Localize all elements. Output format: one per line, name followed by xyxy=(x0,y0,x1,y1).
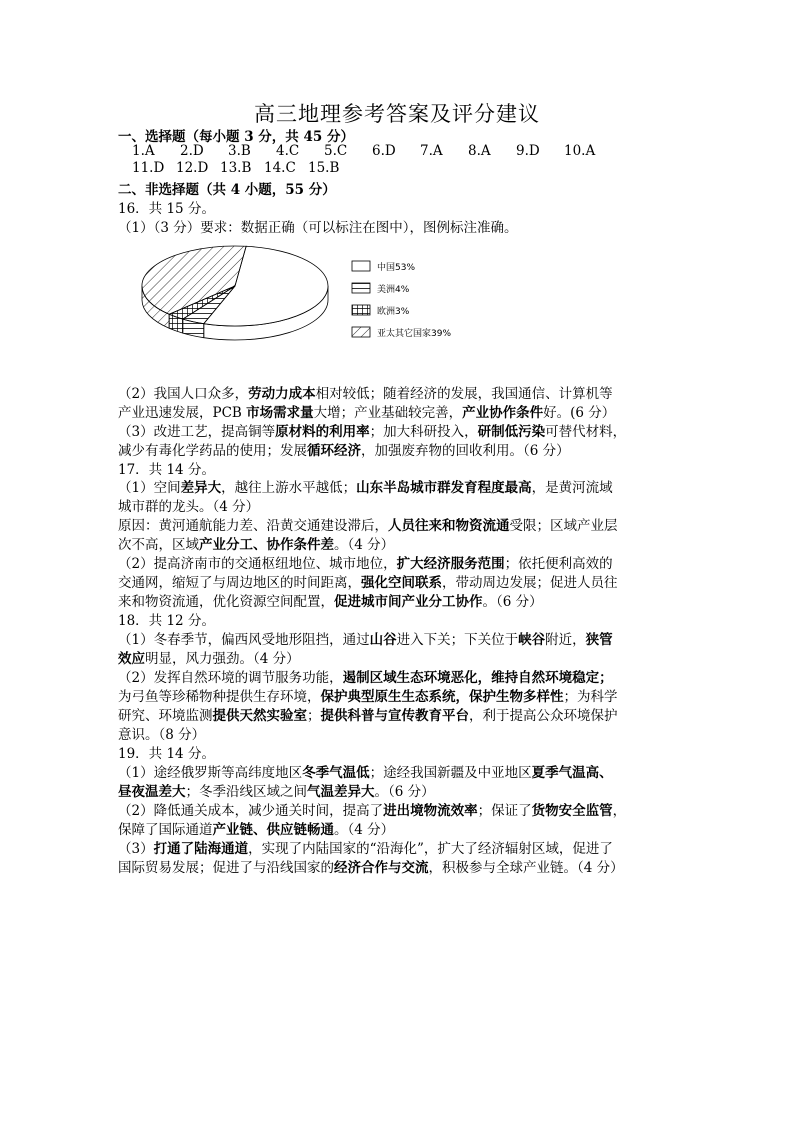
answer-item: 12.D xyxy=(176,160,209,176)
q19-head: 19．共 14 分。 xyxy=(118,746,215,762)
q19-p2-line2 xyxy=(118,818,676,838)
text-segment: 保障了国际通道 xyxy=(118,822,213,838)
text-segment: ； xyxy=(307,708,321,724)
key-point: 遏制区域生态环境恶化，维持自然环境稳定； xyxy=(342,670,613,686)
text-segment: 可替代材料， xyxy=(545,424,627,440)
key-point: 市场需求量 xyxy=(246,405,314,421)
text-segment: 相对较低；随着经济的发展，我国通信、计算机等 xyxy=(315,386,613,402)
q18-p2-line2 xyxy=(118,685,676,705)
key-point: 产业链、供应链畅通 xyxy=(212,822,334,838)
key-point: 峡谷 xyxy=(518,632,546,648)
answer-item: 6.D xyxy=(372,143,396,159)
legend-swatch-1 xyxy=(352,283,370,293)
q19-p3-line1 xyxy=(118,837,676,857)
text-segment: （2）提高济南市的交通枢纽地位、城市地位， xyxy=(118,556,397,572)
key-point: 进出境物流效率 xyxy=(383,803,478,819)
text-segment: 好。(6 分） xyxy=(543,405,616,421)
answer-item: 15.B xyxy=(308,160,340,176)
text-segment: ；依托便利高效的 xyxy=(504,556,613,572)
key-point: 提供天然实验室 xyxy=(212,708,307,724)
text-segment: ，积极参与全球产业链。（4 分） xyxy=(428,860,624,876)
key-point: 山东半岛城市群发育程度最高 xyxy=(356,480,532,496)
section2-heading: 二、非选择题（共 4 小题，55 分） xyxy=(118,182,336,198)
key-point: 货物安全监管 xyxy=(531,803,613,819)
answer-item: 8.A xyxy=(468,143,491,159)
text-segment: 进入下关；下关位于 xyxy=(396,632,519,648)
answer-item: 11.D xyxy=(132,160,165,176)
key-point: 强化空间联系 xyxy=(361,575,442,591)
key-point: 山谷 xyxy=(369,632,397,648)
legend-label-0: 中国53% xyxy=(377,263,416,273)
key-point: 人员往来和物资流通 xyxy=(388,518,510,534)
text-segment: 。（6 分） xyxy=(482,594,543,610)
key-point: 夏季气温高、 xyxy=(531,765,613,781)
key-point: 产业协作条件 xyxy=(462,405,544,421)
key-point: 循环经济 xyxy=(307,443,361,459)
key-point: 劳动力成本 xyxy=(248,386,316,402)
text-segment: 城市群的龙头。（4 分） xyxy=(118,499,260,515)
key-point: 气温差异大 xyxy=(307,784,375,800)
legend-label-2: 欧洲3% xyxy=(377,307,410,317)
text-segment: 交通网，缩短了与周边地区的时间距离， xyxy=(118,575,361,591)
legend-swatch-2 xyxy=(352,305,370,315)
legend-swatch-3 xyxy=(352,327,370,337)
text-segment: ；加大科研投入， xyxy=(369,424,478,440)
answer-item: 9.D xyxy=(516,143,540,159)
key-point: 提供科普与宣传教育平台 xyxy=(320,708,469,724)
answer-item: 2.D xyxy=(180,143,204,159)
q17-p3-line2 xyxy=(118,571,676,591)
text-segment: 。（4 分） xyxy=(334,822,395,838)
answers-row-1 xyxy=(118,143,612,159)
answer-item: 1.A xyxy=(132,143,155,159)
text-segment: （3） xyxy=(118,841,154,857)
text-segment: ，利于提高公众环境保护 xyxy=(469,708,618,724)
key-point: 产业分工、协作条件差 xyxy=(199,537,334,553)
text-segment: 意识。（8 分） xyxy=(118,727,206,743)
text-segment: 。（6 分） xyxy=(374,784,435,800)
section1-heading: 一、选择题（每小题 3 分，共 45 分） xyxy=(118,129,354,145)
text-segment: 研究、环境监测 xyxy=(118,708,213,724)
legend-label-3: 亚太其它国家39% xyxy=(377,329,452,339)
key-point: 冬季气温低 xyxy=(302,765,370,781)
key-point: 促进城市间产业分工协作 xyxy=(334,594,483,610)
answer-item: 4.C xyxy=(276,143,300,159)
q19-p1-line2 xyxy=(118,780,676,800)
answer-item: 5.C xyxy=(324,143,348,159)
answers-row-2 xyxy=(118,160,352,176)
text-segment: ；保证了 xyxy=(477,803,532,819)
key-point: 昼夜温差大 xyxy=(118,784,186,800)
page-title: 高三地理参考答案及评分建议 xyxy=(254,102,540,126)
q18-p1-line2 xyxy=(118,647,676,667)
text-segment: ， xyxy=(612,803,627,819)
answer-item: 10.A xyxy=(564,143,596,159)
q16-p1: （1）（3 分）要求：数据正确（可以标注在图中），图例标注准确。 xyxy=(118,220,518,236)
text-segment: ；途经我国新疆及中亚地区 xyxy=(369,765,532,781)
q18-head: 18．共 12 分。 xyxy=(118,613,215,629)
pie-top xyxy=(142,246,328,326)
q18-p1-line1 xyxy=(118,628,676,648)
q17-p1-line2 xyxy=(118,495,676,515)
key-point: 保护典型原生生态系统，保护生物多样性 xyxy=(320,689,564,705)
q19-p1-line1 xyxy=(118,761,676,781)
legend xyxy=(352,261,451,339)
text-segment: ；冬季沿线区域之间 xyxy=(185,784,307,800)
text-segment: ，带动周边发展；促进人员往 xyxy=(442,575,618,591)
q17-p3-line1 xyxy=(118,552,676,572)
key-point: 狭管 xyxy=(585,632,613,648)
q16-p3-line2 xyxy=(118,439,676,459)
q18-p2-line4 xyxy=(118,723,676,743)
text-segment: （2）我国人口众多， xyxy=(118,386,249,402)
q16-head: 16．共 15 分。 xyxy=(118,201,215,217)
q17-p2-line1 xyxy=(118,514,676,534)
key-point: 扩大经济服务范围 xyxy=(396,556,505,572)
text-segment: ；为科学 xyxy=(563,689,618,705)
text-segment: 次不高，区域 xyxy=(118,537,199,553)
pie-chart xyxy=(125,236,485,361)
text-segment: 来和物资流通，优化资源空间配置， xyxy=(118,594,334,610)
text-segment: ，是黄河流域 xyxy=(531,480,613,496)
answer-item: 3.B xyxy=(228,143,251,159)
q17-p2-line2 xyxy=(118,533,676,553)
text-segment: （2）降低通关成本，减少通关时间，提高了 xyxy=(118,803,384,819)
text-segment: ，越往上游水平越低； xyxy=(221,480,357,496)
text-segment: ，加强废弃物的回收利用。（6 分） xyxy=(361,443,570,459)
q16-p2-line2 xyxy=(118,401,676,421)
answer-item: 13.B xyxy=(220,160,252,176)
key-point: 原材料的利用率 xyxy=(275,424,370,440)
text-segment: （1）途经俄罗斯等高纬度地区 xyxy=(118,765,303,781)
legend-swatch-0 xyxy=(352,261,370,271)
answer-item: 14.C xyxy=(264,160,296,176)
text-segment: 附近， xyxy=(545,632,586,648)
key-point: 打通了陆海通道 xyxy=(153,841,249,857)
text-segment: （2）发挥自然环境的调节服务功能， xyxy=(118,670,343,686)
text-segment: 为弓鱼等珍稀物种提供生存环境， xyxy=(118,689,321,705)
q18-p2-line3 xyxy=(118,704,676,724)
q17-head: 17．共 14 分。 xyxy=(118,462,215,478)
text-segment: 产业迅速发展，PCB xyxy=(118,405,247,421)
q19-p2-line1 xyxy=(118,799,676,819)
text-segment: （3）改进工艺，提高铜等 xyxy=(118,424,276,440)
answer-item: 7.A xyxy=(420,143,443,159)
q18-p2-line1 xyxy=(118,666,676,686)
q17-p1-line1 xyxy=(118,476,676,496)
q16-p2-line1 xyxy=(118,382,676,402)
q17-p3-line3 xyxy=(118,590,676,610)
text-segment: 明显，风力强劲。（4 分） xyxy=(145,651,300,667)
text-segment: （1）空间 xyxy=(118,480,181,496)
key-point: 效应 xyxy=(118,651,145,667)
text-segment: 受限；区域产业层 xyxy=(509,518,618,534)
text-segment: ，实现了内陆国家的“沿海化”，扩大了经济辐射区域，促进了 xyxy=(248,841,613,857)
text-segment: （1）冬春季节，偏西风受地形阻挡，通过 xyxy=(118,632,370,648)
legend-label-1: 美洲4% xyxy=(377,285,410,295)
text-segment: 减少有毒化学药品的使用；发展 xyxy=(118,443,307,459)
text-segment: 大增；产业基础较完善， xyxy=(313,405,463,421)
q16-p3-line1 xyxy=(118,420,676,440)
text-segment: 国际贸易发展；促进了与沿线国家的 xyxy=(118,860,334,876)
q19-p3-line2 xyxy=(118,856,676,876)
key-point: 差异大 xyxy=(180,480,222,496)
text-segment: 。（4 分） xyxy=(334,537,395,553)
key-point: 研制低污染 xyxy=(477,424,546,440)
key-point: 经济合作与交流 xyxy=(334,860,429,876)
text-segment: 原因：黄河通航能力差、沿黄交通建设滞后， xyxy=(118,518,388,534)
